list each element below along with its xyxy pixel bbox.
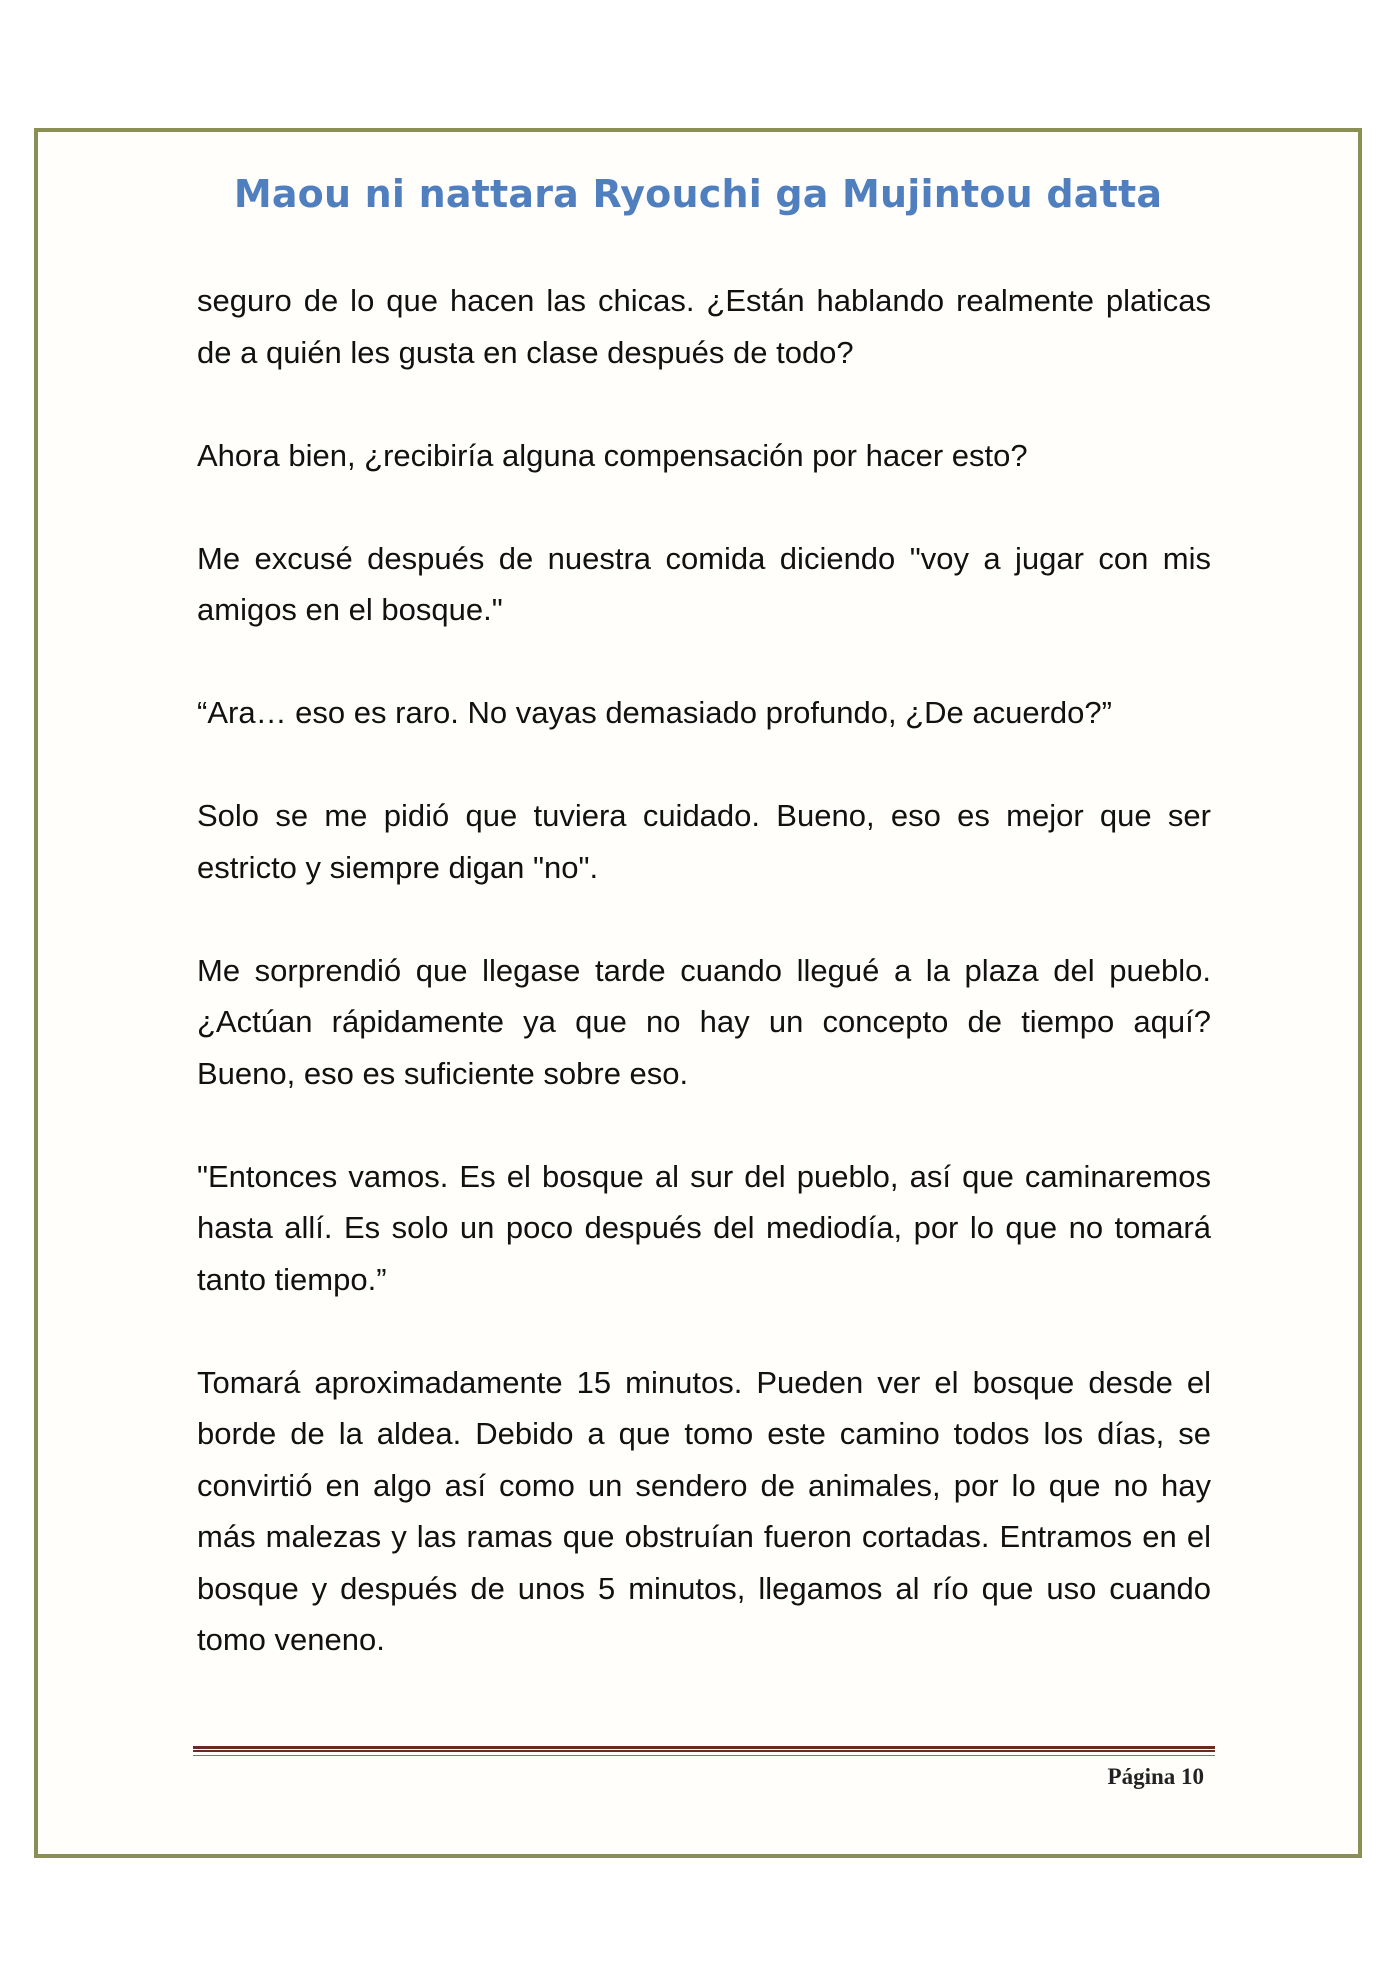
paragraph-4: “Ara… eso es raro. No vayas demasiado profundo, ¿De acuerdo?” <box>197 695 1112 730</box>
paragraph-7: "Entonces vamos. Es el bosque al sur del pueblo, así que caminaremos hasta allí. Es solo un poco después del mediodía, por lo que no tomará tanto tiempo.” <box>197 1158 1211 1297</box>
page-frame <box>34 128 1362 1858</box>
paragraph-5: Solo se me pidió que tuviera cuidado. Bueno, eso es mejor que ser estricto y siempre digan "no". <box>197 798 1211 885</box>
page-number: Página 10 <box>1107 1764 1204 1789</box>
footer-rule <box>193 1746 1215 1752</box>
document-title: Maou ni nattara Ryouchi ga Mujintou datta <box>233 172 1163 216</box>
footer-rule-thin <box>193 1755 1215 1756</box>
paragraph-2: Ahora bien, ¿recibiría alguna compensación por hacer esto? <box>197 437 1028 473</box>
paragraph-3: Me excusé después de nuestra comida diciendo "voy a jugar con mis amigos en el bosque." <box>197 540 1211 627</box>
paragraph-8: Tomará aproximadamente 15 minutos. Pueden ver el bosque desde el borde de la aldea. Debido a que tomo este camino todos los días, se convirtió en algo así como un sendero de animales, por lo que no hay más malezas y las ramas que obstruían fueron cortadas. Entramos en el bosque y después de unos 5 minutos, llegamos al río que uso cuando tomo veneno. <box>197 1364 1211 1657</box>
paragraph-1: seguro de lo que hacen las chicas. ¿Están hablando realmente platicas de a quién les gusta en clase después de todo? <box>197 283 1211 370</box>
paragraph-6: Me sorprendió que llegase tarde cuando llegué a la plaza del pueblo. ¿Actúan rápidamente ya que no hay un concepto de tiempo aquí? Bueno, eso es suficiente sobre eso. <box>197 952 1211 1091</box>
body-text <box>197 275 1211 1717</box>
